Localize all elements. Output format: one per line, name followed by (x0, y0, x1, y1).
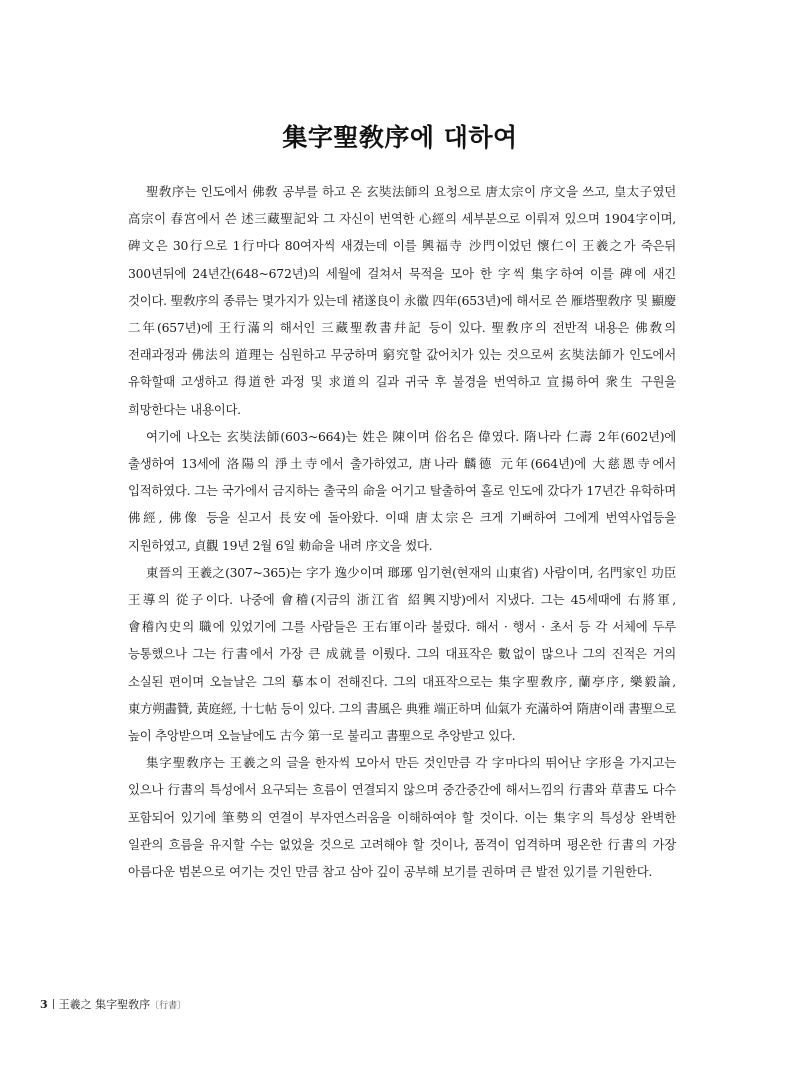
paragraph-2: 여기에 나오는 玄奘法師(603~664)는 姓은 陳이며 俗名은 偉였다. 隋나라 仁壽 2年(602년)에 출생하여 13세에 洛陽의 淨土寺에서 출가하였고, 唐나라 麟德 元年(664년)에 大慈恩寺에서 입적하였다. 그는 국가에서 금지하는 출국의 命을 어기고 탈출하여 홀로 인도에 갔다가 17년간 유학하며 佛經, 佛像 등을 싣고서 長安에 돌아왔다. 이때 唐太宗은 크게 기뻐하여 그에게 번역사업등을 지원하였고, 貞觀 19년 2월 6일 勅命을 내려 序文을 썼다. (128, 428, 676, 553)
body-text (128, 178, 676, 885)
paragraph-3: 東晉의 王羲之(307~365)는 字가 逸少이며 瑯琊 임기현(현재의 山東省) 사람이며, 名門家인 功臣 王導의 從子이다. 나중에 會稽(지금의 浙江省 紹興지방)에서 지냈다. 그는 45세때에 右將軍, 會稽內史의 職에 있었기에 그를 사람들은 王右軍이라 불렀다. 해서 · 행서 · 초서 등 각 서체에 두루 능통했으나 그는 行書에서 가장 큰 成就를 이뤘다. 그의 대표작은 數없이 많으나 그의 진적은 거의 소실된 편이며 오늘날은 그의 摹本이 전해진다. 그의 대표작으로는 集字聖敎序, 蘭亭序, 樂毅論, 東方朔畵贊, 黃庭經, 十七帖 등이 있다. 그의 書風은 典雅 端正하며 仙氣가 充滿하여 隋唐이래 書聖으로 높이 추앙받으며 오늘날에도 古今 第一로 불리고 書聖으로 추앙받고 있다. (128, 564, 676, 744)
footer-divider (53, 999, 54, 1009)
paragraph-4: 集字聖敎序는 王羲之의 글을 한자씩 모아서 만든 것인만큼 각 字마다의 뛰어난 字形을 가지고는 있으나 行書의 특성에서 요구되는 흐름이 연결되지 않으며 중간중간에 해서느낌의 行書와 草書도 다수 포함되어 있기에 筆勢의 연결이 부자연스러움을 이해하여야 할 것이다. 이는 集字의 특성상 완벽한 일관의 흐름을 유지할 수는 없었을 것으로 고려해야 할 것이나, 품격이 엄격하며 평온한 行書의 가장 아름다운 범본으로 여기는 것인 만큼 참고 삼아 깊이 공부해 보기를 권하며 큰 발전 있기를 기원한다. (128, 755, 676, 880)
paragraph-1: 聖敎序는 인도에서 佛敎 공부를 하고 온 玄奘法師의 요청으로 唐太宗이 序文을 쓰고, 皇太子였던 高宗이 春宮에서 쓴 述三藏聖記와 그 자신이 번역한 心經의 세부분으로 이뤄져 있으며 1904字이며, 碑文은 30行으로 1行마다 80여자씩 새겼는데 이를 興福寺 沙門이었던 懷仁이 王羲之가 죽은뒤 300년뒤에 24년간(648~672년)의 세월에 걸쳐서 묵적을 모아 한 字씩 集字하여 이를 碑에 새긴 것이다. 聖敎序의 종류는 몇가지가 있는데 褚遂良이 永徽 四年(653년)에 해서로 쓴 雁塔聖敎序 및 顯慶 二年(657년)에 王行滿의 해서인 三藏聖敎書幷記 등이 있다. 聖敎序의 전반적 내용은 佛敎의 전래과정과 佛法의 道理는 심원하고 무궁하며 窮究할 값어치가 있는 것으로써 玄奘法師가 인도에서 유학할때 고생하고 得道한 과정 및 求道의 길과 귀국 후 불경을 번역하고 宣揚하여 衆生 구원을 희망한다는 내용이다. (128, 184, 676, 417)
page-number: 3 (40, 998, 48, 1011)
book-title: 王羲之 集字聖敎序 (58, 998, 151, 1011)
page-footer (40, 996, 186, 1012)
page-title: 集字聖敎序에 대하여 (282, 123, 518, 152)
book-subtitle: 〔行書〕 (150, 1001, 187, 1011)
